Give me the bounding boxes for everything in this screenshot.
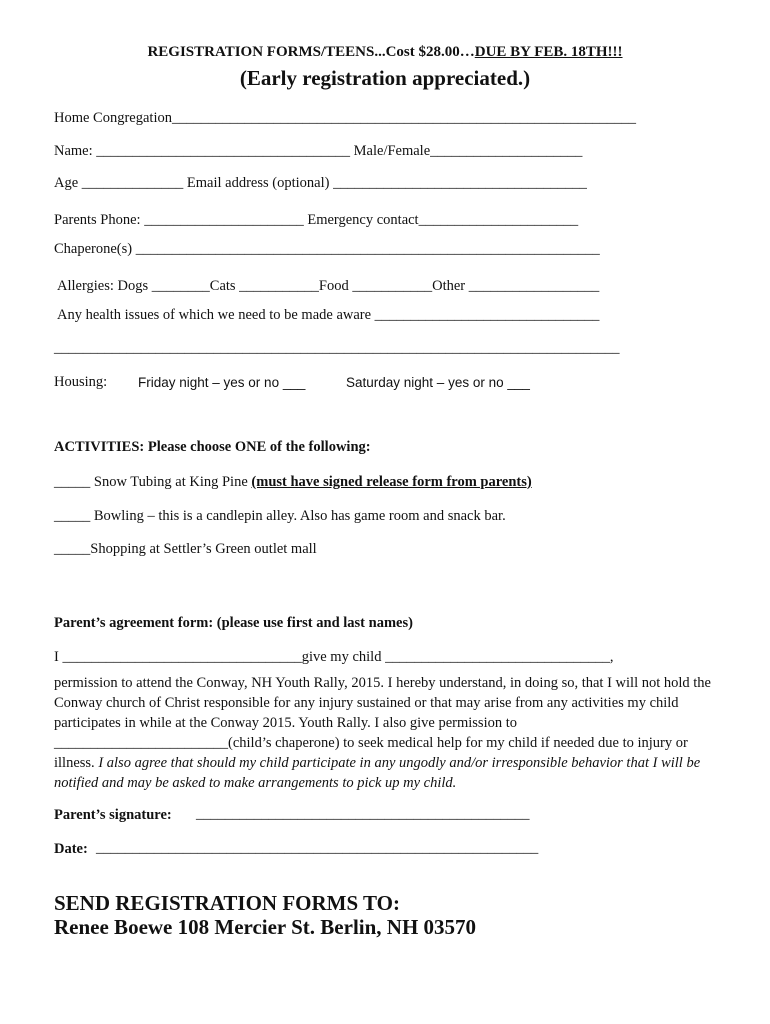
parents-phone-field[interactable]: Parents Phone: ______________________ Emergency contact______________________ xyxy=(54,212,579,228)
housing-label: Housing: xyxy=(54,374,108,390)
form-title xyxy=(0,44,770,61)
age-email-field[interactable]: Age ______________ Email address (optional) ___________________________________ xyxy=(54,175,587,191)
housing-friday[interactable]: Friday night – yes or no ___ xyxy=(138,375,306,390)
signature-line[interactable]: ______________________________________________ xyxy=(196,806,530,822)
activity-bowling[interactable]: _____ Bowling – this is a candlepin alley. Also has game room and snack bar. xyxy=(54,508,506,524)
agreement-heading: Parent’s agreement form: (please use first and last names) xyxy=(54,615,413,631)
date-line[interactable]: _____________________________________________________________ xyxy=(96,840,539,856)
health-issues-field[interactable]: Any health issues of which we need to be made aware _______________________________ xyxy=(57,307,600,323)
snow-tubing-label: _____ Snow Tubing at King Pine xyxy=(54,474,252,490)
activity-shopping[interactable]: _____Shopping at Settler’s Green outlet mall xyxy=(54,541,317,557)
agreement-names-line[interactable]: I _________________________________give my child _______________________________, xyxy=(54,649,614,665)
name-gender-field[interactable]: Name: ___________________________________ Male/Female_____________________ xyxy=(54,143,583,159)
snow-tubing-note: (must have signed release form from parents) xyxy=(251,474,532,490)
signature-label: Parent’s signature: xyxy=(54,807,172,823)
health-issues-line[interactable]: ______________________________________________________________________________ xyxy=(54,340,620,356)
chaperones-field[interactable]: Chaperone(s) ________________________________________________________________ xyxy=(54,241,600,257)
activity-snow-tubing[interactable] xyxy=(54,474,532,491)
title-deadline: DUE BY FEB. 18TH!!! xyxy=(474,44,623,60)
housing-saturday[interactable]: Saturday night – yes or no ___ xyxy=(346,375,530,390)
activities-heading: ACTIVITIES: Please choose ONE of the following: xyxy=(54,439,371,455)
agreement-body xyxy=(54,673,714,793)
send-heading: SEND REGISTRATION FORMS TO: xyxy=(54,891,400,915)
allergies-field[interactable]: Allergies: Dogs ________Cats ___________Food ___________Other __________________ xyxy=(57,278,600,294)
home-congregation-field[interactable]: Home Congregation________________________________________________________________ xyxy=(54,110,636,126)
form-subtitle: (Early registration appreciated.) xyxy=(239,66,531,90)
title-prefix: REGISTRATION FORMS/TEENS...Cost $28.00… xyxy=(147,44,475,60)
agreement-italic-text: I also agree that should my child participate in any ungodly and/or irresponsible behavior that I will be notified and may be asked to make arrangements to pick up my child. xyxy=(54,755,701,791)
agreement-text: permission to attend the Conway, NH Youth Rally, 2015. I hereby understand, in doing so, that I will not hold the Conway church of Christ responsible for any injury sustained or that may arise from any activities my child participates in while at the Conway 2015. Youth Rally. I also give permission to ________________________(child’s chaperone) to seek medical help for my child if needed due to injury or illness. xyxy=(54,675,711,771)
date-label: Date: xyxy=(54,841,88,857)
send-address: Renee Boewe 108 Mercier St. Berlin, NH 03570 xyxy=(54,915,477,939)
